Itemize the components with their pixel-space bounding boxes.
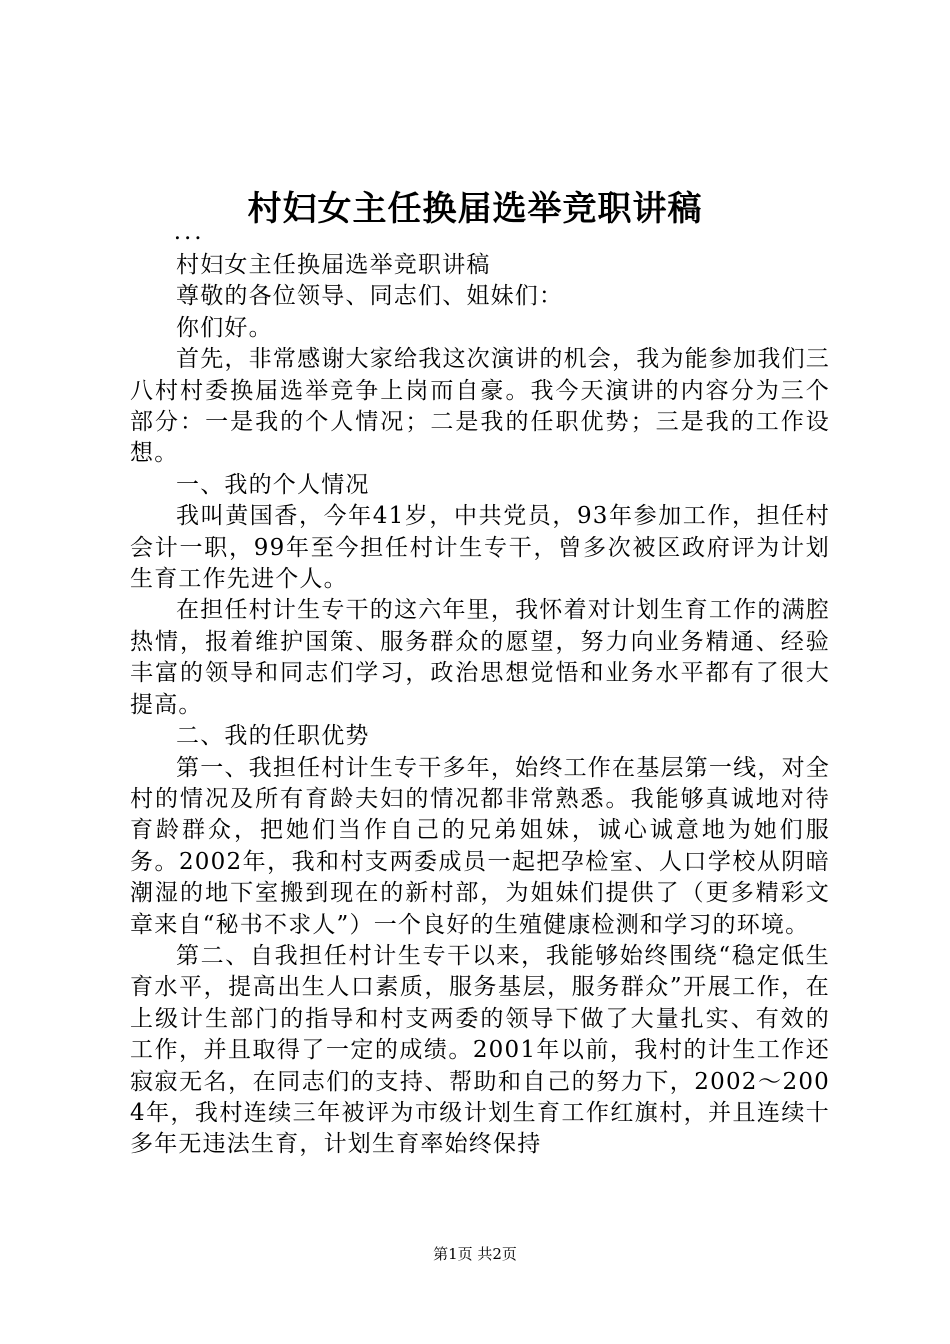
document-body xyxy=(130,219,830,1161)
ellipsis-line: ... xyxy=(173,219,205,245)
paragraph-personal-growth: 在担任村计生专干的这六年里，我怀着对计划生育工作的满腔热情，报着维护国策、服务群众的愿望，努力向业务精通、经验丰富的领导和同志们学习，政治思想觉悟和业务水平都有了很大提高。 xyxy=(130,597,830,718)
paragraph-subtitle: 村妇女主任换届选举竞职讲稿 xyxy=(176,252,491,278)
paragraph-greeting: 你们好。 xyxy=(176,314,273,341)
paragraph-advantage-second: 第二、自我担任村计生专干以来，我能够始终围绕“稳定低生育水平，提高出生人口素质，服务基层，服务群众”开展工作，在上级计生部门的指导和村支两委的领导下做了大量扎实、有效的工作，并且取得了一定的成绩。2001年以前，我村的计生工作还寂寂无名，在同志们的支持、帮助和自己的努力下，2002～2004年，我村连续三年被评为市级计划生育工作红旗村，并且连续十多年无违法生育，计划生育率始终保持 xyxy=(130,942,830,1158)
document-title: 村妇女主任换届选举竞职讲稿 xyxy=(247,189,703,229)
paragraph-intro: 首先，非常感谢大家给我这次演讲的机会，我为能参加我们三八村村委换届选举竞争上岗而自豪。我今天演讲的内容分为三个部分：一是我的个人情况；二是我的任职优势；三是我的工作设想。 xyxy=(130,346,830,467)
section-heading-personal: 一、我的个人情况 xyxy=(176,471,370,498)
section-heading-advantages: 二、我的任职优势 xyxy=(176,723,370,750)
paragraph-salutation: 尊敬的各位领导、同志们、姐妹们： xyxy=(176,283,564,310)
paragraph-personal-info: 我叫黄国香，今年41岁，中共党员，93年参加工作，担任村会计一职，99年至今担任村计生专干，曾多次被区政府评为计划生育工作先进个人。 xyxy=(130,503,830,593)
page-footer: 第1页 共2页 xyxy=(433,1245,517,1263)
paragraph-advantage-first: 第一、我担任村计生专干多年，始终工作在基层第一线，对全村的情况及所有育龄夫妇的情况都非常熟悉。我能够真诚地对待育龄群众，把她们当作自己的兄弟姐妹，诚心诚意地为她们服务。2002年，我和村支两委成员一起把孕检室、人口学校从阴暗潮湿的地下室搬到现在的新村部，为姐妹们提供了（更多精彩文章来自“秘书不求人”）一个良好的生殖健康检测和学习的环境。 xyxy=(130,754,830,938)
